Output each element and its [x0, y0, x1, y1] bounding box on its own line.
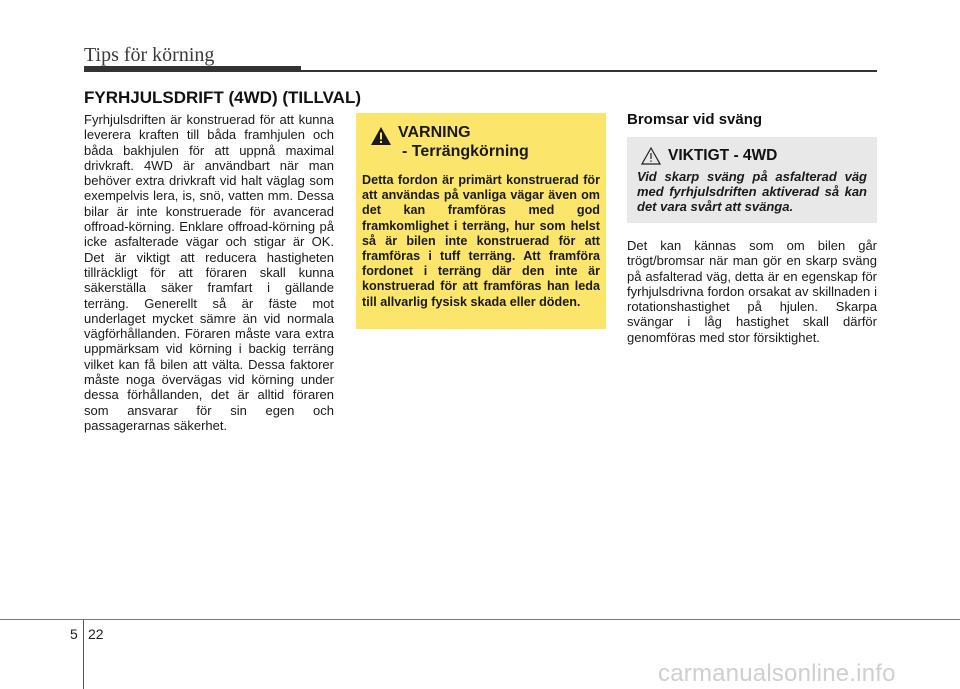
braking-subheading: Bromsar vid sväng — [627, 111, 763, 128]
section-title: FYRHJULSDRIFT (4WD) (TILLVAL) — [84, 88, 361, 107]
important-body: Vid skarp sväng på asfalterad väg med fyrhjulsdriften aktiverad så kan det vara svårt att svänga. — [637, 169, 867, 215]
warning-label: VARNING — [398, 124, 471, 141]
footer-divider — [83, 620, 84, 689]
warning-box — [356, 113, 606, 329]
chapter-number: 5 — [70, 626, 78, 642]
important-label: VIKTIGT - 4WD — [668, 147, 778, 164]
braking-paragraph: Det kan kännas som om bilen går trögt/bromsar när man gör en skarp sväng på asfalterad väg, detta är en egenskap för fyrhjulsdrivna fordon orsakat av skillnaden i rotationshastighet på hjulen. Skarpa svängar i låg hastighet skall därför genomföras med stor försiktighet. — [627, 238, 877, 345]
warning-subtitle: - Terrängkörning — [402, 143, 529, 160]
important-header — [635, 145, 869, 169]
watermark: carmanualsonline.info — [658, 660, 896, 687]
important-box — [627, 137, 877, 223]
page-header-title: Tips för körning — [84, 44, 215, 66]
warning-triangle-icon — [370, 126, 392, 146]
warning-header — [362, 123, 600, 171]
page-number: 22 — [88, 626, 104, 642]
header-rule-thin — [84, 70, 877, 72]
intro-paragraph: Fyrhjulsdriften är konstruerad för att kunna leverera kraften till båda framhjulen och båda bakhjulen för att uppnå maximal drivkraft. 4WD är användbart när man behöver extra drivkraft vid halt väglag som exempelvis lera, is, snö, vatten mm. Dessa bilar är inte konstruerade för avancerad offroad-körning. Enklare offroad-körning på icke asfalterade vägar och stigar är OK. Det är viktigt att reducera hastigheten tillräckligt för att föraren skall kunna säkerställa säker framfart i gällande terräng. Generellt så är fäste mot underlaget mycket sämre än vid normala vägförhållanden. Föraren måste vara extra uppmärksam vid körning i backig terräng vilket kan få bilen att välta. Dessa faktorer måste noga övervägas vid körning under dessa förhållanden, det är alltid föraren som ansvarar för sin egen och passagerarnas säkerhet. — [84, 112, 334, 433]
footer-rule — [0, 619, 960, 620]
warning-body: Detta fordon är primärt konstruerad för att användas på vanliga vägar även om det kan framföras med god framkomlighet i terräng, hur som helst så är bilen inte konstruerad för att framföras i tuff terräng. Att framföra fordonet i terräng där den inte är konstruerad för att framföras han leda till allvarlig fysisk skada eller döden. — [362, 173, 600, 309]
caution-triangle-icon — [641, 147, 661, 165]
